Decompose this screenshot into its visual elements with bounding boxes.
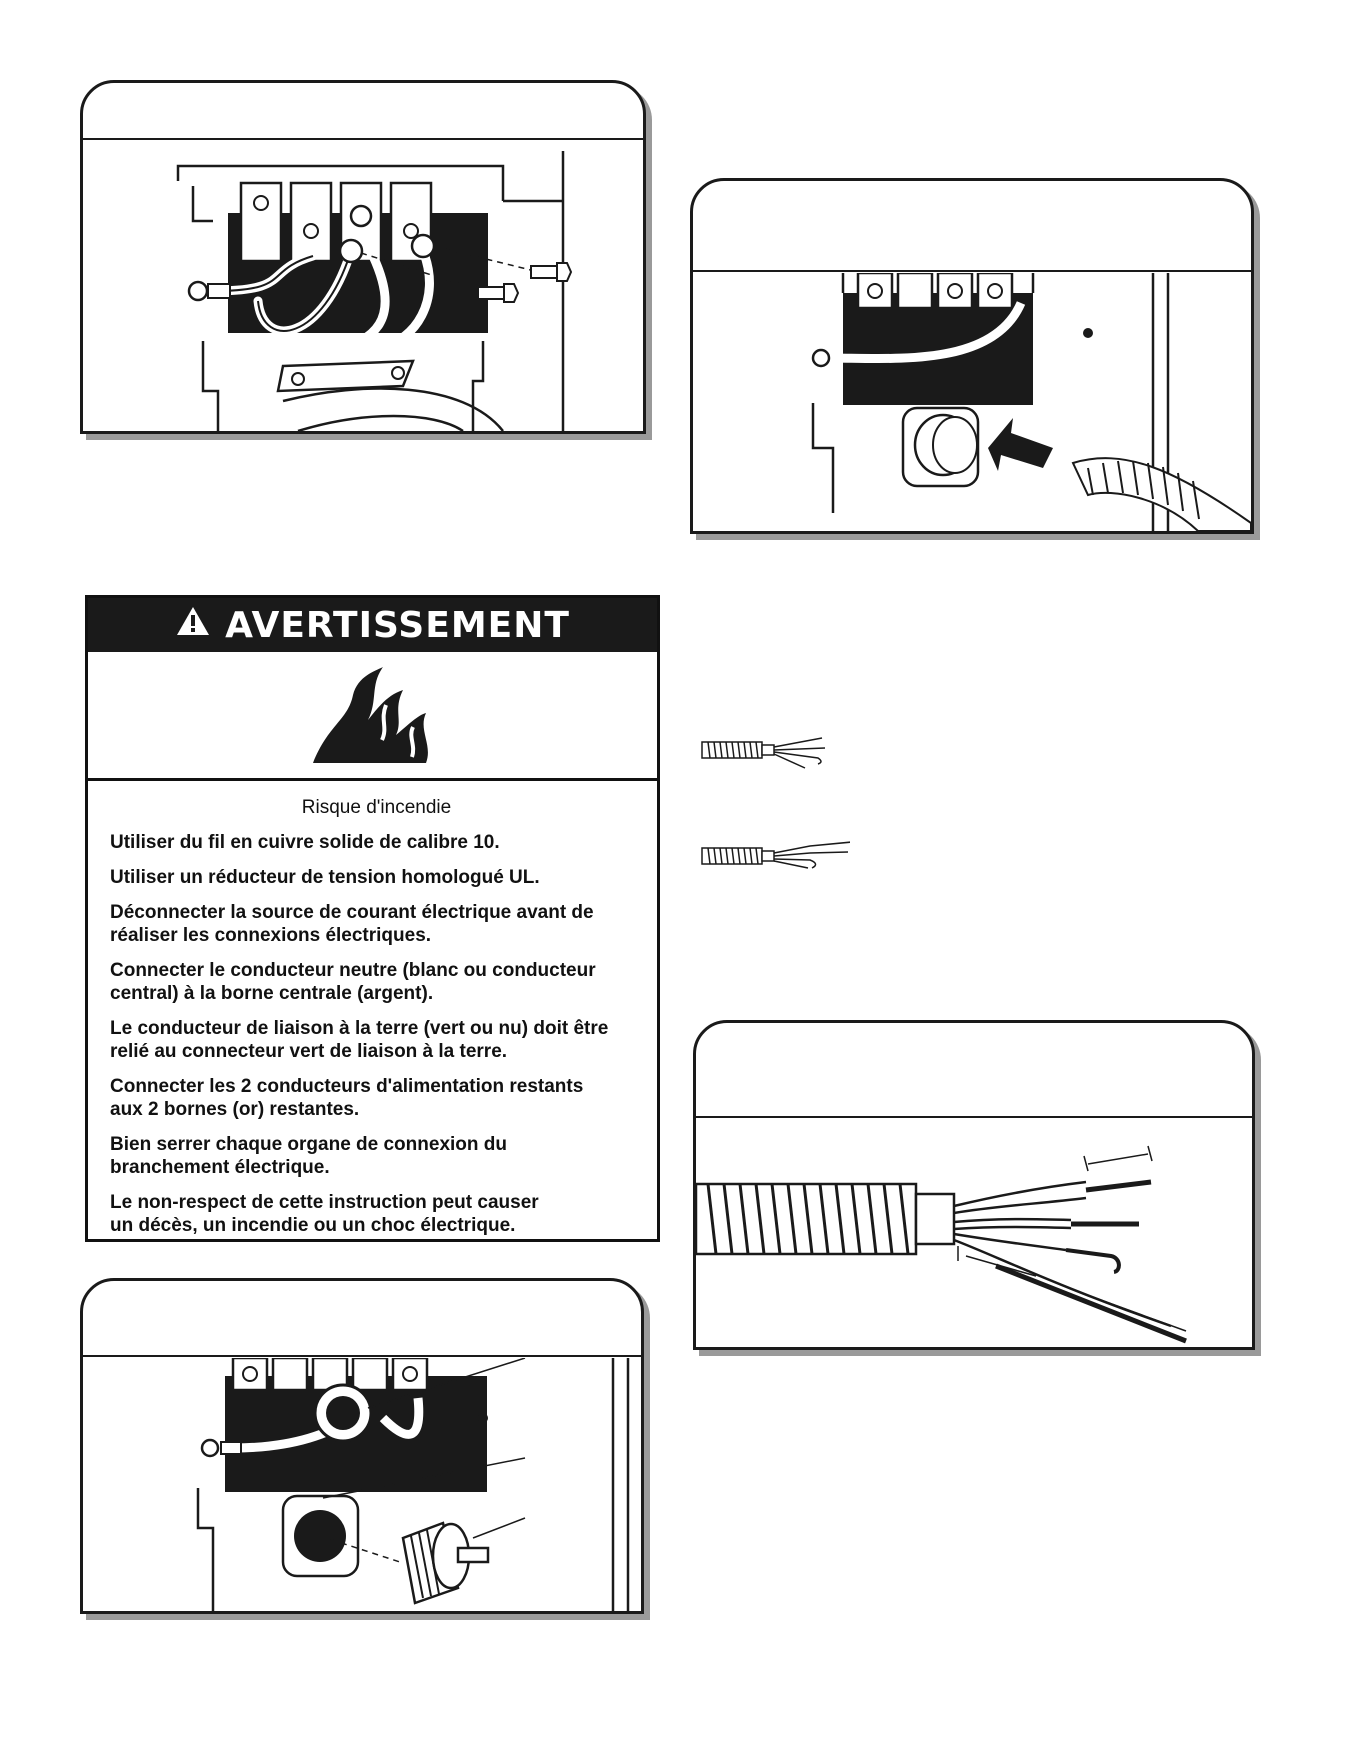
- flame-area: [88, 652, 657, 781]
- cable-stripping-drawing: [696, 1116, 1252, 1347]
- panel-header: [696, 1023, 1252, 1118]
- warning-title: AVERTISSEMENT: [225, 604, 570, 646]
- illustration-strain-relief-parts: [80, 1278, 644, 1614]
- warning-banner: [88, 598, 657, 652]
- illustration-cable-stripping: [693, 1020, 1255, 1350]
- conduit-insertion-drawing: [693, 273, 1251, 531]
- warning-line: Utiliser un réducteur de tension homologué UL.: [110, 867, 540, 888]
- panel-header: [83, 1281, 641, 1357]
- warning-line: Connecter le conducteur neutre (blanc ou conducteur central) à la borne centrale (argent).: [110, 960, 596, 1004]
- warning-body: [88, 781, 657, 1237]
- terminal-block-drawing: [83, 141, 643, 431]
- warning-line: Connecter les 2 conducteurs d'alimentation restants aux 2 bornes (or) restantes.: [110, 1076, 584, 1120]
- panel-header: [83, 83, 643, 140]
- stripped-cable-icon-a: [700, 732, 840, 772]
- warning-line: Déconnecter la source de courant électrique avant de réaliser les connexions électriques.: [110, 902, 594, 946]
- warning-line: Utiliser du fil en cuivre solide de calibre 10.: [110, 832, 500, 853]
- fire-warning-box: [85, 595, 660, 1242]
- panel-header: [693, 181, 1251, 272]
- fire-icon: [308, 665, 438, 765]
- hazard-title: Risque d'incendie: [301, 797, 452, 818]
- illustration-terminal-block-screws: [80, 80, 646, 434]
- warning-line: Le conducteur de liaison à la terre (vert ou nu) doit être relié au connecteur vert de liaison à la terre.: [110, 1018, 609, 1062]
- strain-relief-drawing: [83, 1358, 641, 1611]
- warning-line: Le non-respect de cette instruction peut causer un décès, un incendie ou un choc électrique.: [110, 1192, 539, 1236]
- illustration-conduit-insertion: [690, 178, 1254, 534]
- warning-line: Bien serrer chaque organe de connexion du branchement électrique.: [110, 1134, 507, 1178]
- warning-triangle-icon: [175, 605, 211, 646]
- stripped-cable-icon-b: [700, 838, 850, 878]
